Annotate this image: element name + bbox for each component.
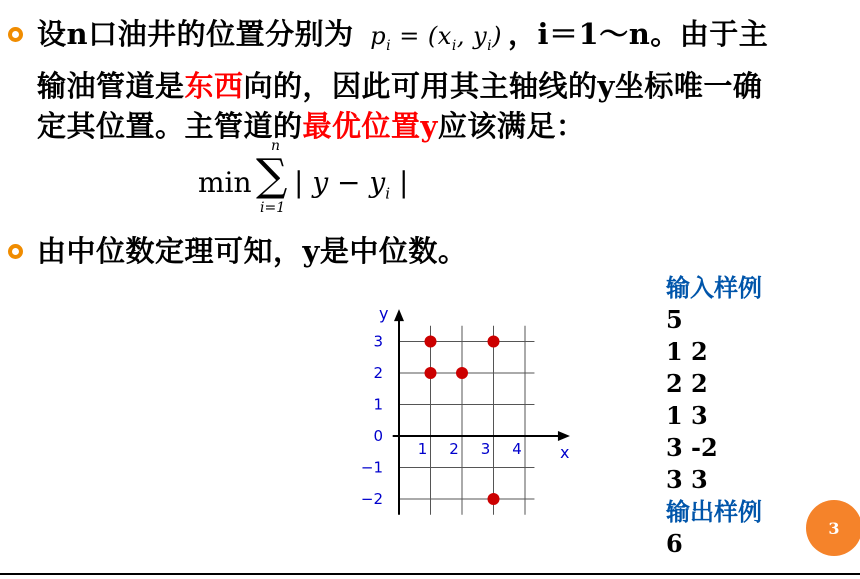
highlight-optimal-position: 最优位置y	[302, 108, 438, 143]
sample-io	[666, 272, 762, 560]
data-point	[488, 336, 500, 348]
position-formula: $p_i = (x_i$, $y_i$)	[370, 22, 502, 54]
sample-line: 3 -2	[666, 433, 718, 462]
chart-grid	[399, 326, 534, 515]
paragraph-2: 由中位数定理可知，y是中位数。	[37, 234, 468, 268]
data-point	[456, 367, 468, 379]
bottom-divider	[0, 573, 860, 575]
y-tick-label: −1	[360, 458, 383, 477]
scatter-chart	[360, 288, 600, 518]
formula-min: min	[198, 166, 252, 199]
input-sample-lines	[666, 304, 762, 496]
sample-line: 1 2	[666, 337, 708, 366]
y-tick-label: 3	[373, 332, 383, 351]
bullet-icon	[8, 27, 23, 42]
paragraph-1-line-1: 设n口油井的位置分别为 $p_i = (x_i$, $y_i$) ，i＝1～n。由于主	[37, 17, 769, 54]
y-tick-label: 2	[373, 364, 383, 382]
paragraph-1-line-2: 输油管道是东西向的，因此可用其主轴线的y坐标唯一确	[37, 68, 763, 103]
x-tick-label: 1	[417, 440, 428, 458]
y-axis-arrow	[394, 309, 404, 321]
formula-sum-bottom: i=1	[260, 200, 286, 216]
sample-line: 1 3	[666, 401, 708, 430]
data-point	[425, 367, 437, 379]
chart-axes	[393, 309, 570, 515]
y-tick-label: −2	[360, 490, 383, 508]
data-point	[488, 493, 500, 505]
bullet-icon	[8, 244, 23, 259]
chart-ticks	[361, 333, 522, 509]
data-point	[425, 336, 437, 348]
paragraph-1-line-3: 定其位置。主管道的最优位置y应该满足：	[37, 108, 586, 143]
output-sample-lines	[666, 528, 762, 560]
x-axis-arrow	[558, 431, 570, 441]
y-tick-label: 1	[373, 395, 383, 414]
input-sample-label: 输入样例	[666, 273, 762, 302]
x-axis-label: x	[559, 443, 570, 462]
sample-line: 5	[666, 305, 683, 334]
x-tick-label: 2	[449, 440, 459, 458]
x-tick-label: 3	[480, 440, 491, 458]
paragraph-1	[37, 14, 857, 146]
y-axis-label: y	[379, 304, 389, 324]
sample-line: 6	[666, 529, 683, 558]
sample-line: 3 3	[666, 465, 708, 494]
sum-symbol-icon: ∑	[256, 150, 288, 201]
output-sample-label: 输出样例	[666, 497, 762, 526]
formula-body: | $y - y_i$ |	[294, 166, 409, 203]
y-tick-label: 0	[373, 427, 383, 445]
page-number-badge: 3	[806, 500, 860, 556]
formula-sum-top: n	[271, 138, 281, 154]
sample-line: 2 2	[666, 369, 708, 398]
highlight-east-west: 东西	[184, 68, 244, 103]
x-tick-label: 4	[512, 440, 522, 458]
